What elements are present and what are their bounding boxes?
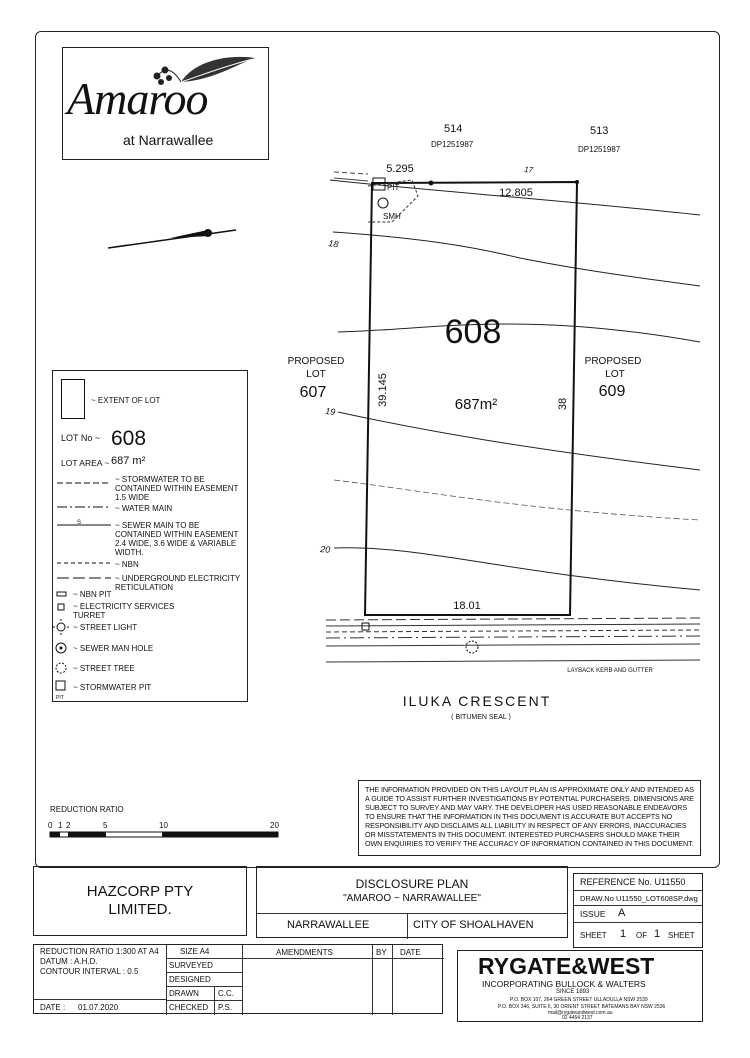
road-line bbox=[326, 630, 700, 632]
smh-icon bbox=[378, 198, 388, 208]
contour-line bbox=[334, 480, 700, 520]
neighbour-dp: DP1251987 bbox=[578, 145, 621, 154]
dim-top: 12.805 bbox=[499, 187, 533, 199]
neighbour-lot-607: 607 bbox=[299, 384, 327, 401]
legend-street-light: ~ STREET LIGHT bbox=[73, 623, 138, 632]
amend-date-label: DATE bbox=[400, 948, 421, 957]
proposed-label: PROPOSED bbox=[584, 356, 642, 367]
legend-sewer-main: ~ SEWER MAIN TO BE CONTAINED WITHIN EASEMENT 2.4 WIDE, 3.6 WIDE & VARIABLE WIDTH. bbox=[115, 521, 239, 557]
road-line bbox=[326, 618, 700, 620]
stormwater-pit-icon bbox=[56, 681, 65, 690]
scale-bar bbox=[40, 818, 300, 848]
contour-label: 20 bbox=[319, 544, 331, 555]
neighbour-lot-514: 514 bbox=[444, 123, 463, 135]
turret-icon bbox=[58, 604, 64, 610]
firm-since: SINCE 1893 bbox=[556, 989, 590, 995]
locality: NARRAWALLEE bbox=[287, 919, 370, 931]
legend-lot-no-value: 608 bbox=[111, 427, 147, 450]
pit-label: PIT bbox=[387, 183, 400, 192]
legend-street-tree: ~ STREET TREE bbox=[73, 664, 135, 673]
contour-label: 19 bbox=[324, 406, 336, 418]
sewer-mark: S bbox=[77, 520, 82, 526]
lot-area: 687m² bbox=[454, 396, 498, 413]
neighbour-lot-609: 609 bbox=[598, 383, 626, 400]
reference-box bbox=[573, 873, 703, 948]
scale-tick: 0 bbox=[48, 821, 53, 830]
pit-mark: PIT bbox=[56, 695, 64, 701]
dim-right: 38 bbox=[557, 397, 569, 411]
contour-label: 18 bbox=[327, 238, 340, 250]
legend-turret: ~ ELECTRICITY SERVICES TURRET bbox=[73, 602, 175, 620]
drawn-label: DRAWN bbox=[169, 989, 199, 998]
disclaimer-box bbox=[358, 780, 701, 856]
plan-title: DISCLOSURE PLAN bbox=[355, 877, 469, 891]
scale-title: REDUCTION RATIO bbox=[50, 805, 124, 814]
proposed-label: PROPOSED bbox=[287, 356, 345, 367]
kerb-label: LAYBACK KERB AND GUTTER bbox=[567, 668, 653, 674]
surveyed-label: SURVEYED bbox=[169, 961, 213, 970]
street-tree-legend-icon bbox=[56, 663, 66, 673]
firm-name bbox=[478, 953, 654, 980]
drawing-number: DRAW.No U11550_LOT608SP.dwg bbox=[580, 894, 698, 903]
contour-line bbox=[334, 548, 700, 590]
road-line bbox=[326, 636, 700, 638]
disclaimer-text: THE INFORMATION PROVIDED ON THIS LAYOUT PLAN IS APPROXIMATE ONLY AND INTENDED AS A GUIDE TO ASSIST FURTHER INVESTIGATIONS BY POTENTIAL PURCHASERS. DIMENSIONS ARE SUBJECT TO SURVEY AND MAY VARY. THE DEVELOPER HAS USED REASONABLE ENDEAVORS TO ENSURE THAT THE INFORMATION IN THIS DOCUMENT IS ACCURATE BUT ACCEPTS NO RESPONSIBILITY AND DISCLAIMS ALL LIABILITY IN RESPECT OF ANY ERRORS, INACCURACIES OR MISSTATEMENTS IN THIS DOCUMENT. INTERESTED PURCHASERS SHOULD MAKE THEIR OWN ENQUIRIES TO VERIFY THE ACCURACY OF INFORMATION CONTAINED IN THIS DOCUMENT. bbox=[365, 785, 694, 848]
bottom-block bbox=[33, 944, 443, 1014]
road-line bbox=[326, 624, 700, 626]
firm-address-2: P.O. BOX 346, SUITE 6, 30 ORIENT STREET BATEMANS BAY NSW 2536 bbox=[498, 1004, 666, 1010]
lot-number: 608 bbox=[444, 313, 502, 351]
scale-tick: 1 bbox=[58, 821, 63, 830]
sheet-label-2: SHEET bbox=[668, 931, 695, 940]
neighbour-lot-513: 513 bbox=[590, 125, 609, 137]
designed-label: DESIGNED bbox=[169, 975, 211, 984]
legend-area-value: 687 m² bbox=[111, 455, 146, 467]
scale-tick: 2 bbox=[66, 821, 71, 830]
reduction-ratio: REDUCTION RATIO 1:300 AT A4 bbox=[40, 947, 159, 956]
issue-label: ISSUE bbox=[580, 909, 606, 919]
nbn-pit-icon bbox=[57, 592, 66, 596]
legend-area-label: LOT AREA ~ bbox=[61, 458, 110, 468]
firm-email: mail@rygateandwest.com.au bbox=[548, 1010, 613, 1016]
legend-electricity: ~ UNDERGROUND ELECTRICITY RETICULATION bbox=[115, 574, 240, 592]
firm-name-left: RYGATE bbox=[478, 953, 572, 979]
logo-name: Amaroo bbox=[67, 73, 208, 124]
road-line bbox=[326, 644, 700, 646]
sheet-number: 1 bbox=[620, 928, 627, 940]
legend-sewer-manhole: ~ SEWER MAN HOLE bbox=[73, 644, 154, 653]
legend-stormwater-pit: ~ STORMWATER PIT bbox=[73, 683, 152, 692]
legend-lot-no-label: LOT No ~ bbox=[61, 433, 101, 443]
firm-incorporating: INCORPORATING BULLOCK & WALTERS bbox=[482, 979, 646, 989]
drawn-by: C.C. bbox=[218, 989, 234, 998]
client-box bbox=[33, 866, 247, 936]
checked-label: CHECKED bbox=[169, 1003, 209, 1012]
by-label: BY bbox=[376, 948, 387, 957]
firm-address-1: P.O. BOX 107, 264 GREEN STREET ULLADULLA NSW 2539 bbox=[510, 997, 648, 1003]
issue-value: A bbox=[618, 907, 626, 919]
sheet-label: SHEET bbox=[580, 931, 607, 940]
smh-label: SMH bbox=[383, 212, 401, 221]
street-light-icon bbox=[53, 619, 69, 635]
road-line bbox=[326, 660, 700, 662]
extent-of-lot-icon bbox=[61, 379, 85, 419]
firm-phone: 02 4454 2137 bbox=[562, 1015, 593, 1021]
contour-label: 17 bbox=[523, 165, 534, 175]
contour-interval: CONTOUR INTERVAL : 0.5 bbox=[40, 967, 139, 976]
proposed-label: LOT bbox=[605, 369, 625, 380]
street-name: ILUKA CRESCENT bbox=[402, 693, 552, 709]
dim-top-left: 5.295 bbox=[386, 163, 414, 175]
proposed-label: LOT bbox=[306, 369, 326, 380]
client-name: HAZCORP PTY LIMITED. bbox=[86, 883, 194, 918]
dim-left: 39.145 bbox=[377, 373, 389, 407]
contour-line bbox=[333, 232, 700, 286]
scale-tick: 10 bbox=[159, 821, 168, 830]
electricity-turret-icon bbox=[362, 623, 369, 630]
legend-nbn-pit: ~ NBN PIT bbox=[73, 590, 112, 599]
contour-line bbox=[338, 412, 700, 470]
plan-subtitle: "AMAROO ~ NARRAWALLEE" bbox=[343, 893, 481, 904]
date-value: 01.07.2020 bbox=[78, 1003, 119, 1012]
firm-block bbox=[457, 950, 703, 1022]
logo-subtitle: at Narrawallee bbox=[123, 132, 214, 148]
paper-size: SIZE A4 bbox=[180, 947, 210, 956]
street-tree-icon bbox=[466, 641, 478, 653]
council: CITY OF SHOALHAVEN bbox=[413, 919, 534, 931]
reference-number: REFERENCE No. U11550 bbox=[580, 877, 686, 887]
legend-water-main: ~ WATER MAIN bbox=[115, 504, 173, 513]
legend-nbn: ~ NBN bbox=[115, 560, 139, 569]
contour-line bbox=[338, 324, 700, 342]
checked-by: P.S. bbox=[218, 1003, 233, 1012]
date-label: DATE : bbox=[40, 1003, 66, 1012]
scale-tick: 20 bbox=[270, 821, 279, 830]
of-label: OF bbox=[636, 931, 648, 940]
scale-tick: 5 bbox=[103, 821, 108, 830]
street-note: ( BITUMEN SEAL ) bbox=[451, 714, 511, 720]
amendments-label: AMENDMENTS bbox=[276, 948, 333, 957]
dim-bottom: 18.01 bbox=[453, 600, 481, 612]
neighbour-dp: DP1251987 bbox=[431, 140, 474, 149]
plan-title-box bbox=[256, 866, 568, 938]
sheet-total: 1 bbox=[654, 928, 661, 940]
firm-ampersand-icon: & bbox=[571, 953, 588, 979]
datum: DATUM : A.H.D. bbox=[40, 957, 98, 966]
legend-box bbox=[52, 370, 248, 702]
north-arrow-icon bbox=[108, 229, 236, 248]
legend-extent: ~ EXTENT OF LOT bbox=[91, 396, 161, 405]
legend-stormwater: ~ STORMWATER TO BE CONTAINED WITHIN EASEMENT 1.5 WIDE bbox=[115, 475, 239, 502]
firm-name-right: WEST bbox=[587, 953, 655, 979]
